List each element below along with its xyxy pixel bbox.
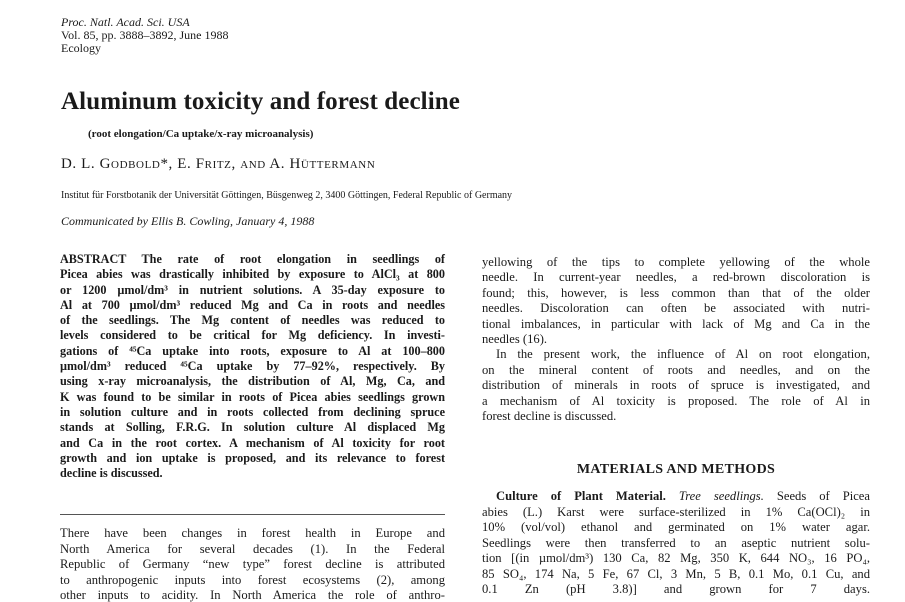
body-line: found; this, however, is less common than that of the older [482,285,870,300]
body-line: a mechanism of Al toxicity is proposed. The role of Al in [482,393,870,408]
abstract [60,252,445,481]
abstract-line: and Ca in the root cortex. A mechanism of Al toxicity for root [60,435,445,450]
intro-line: other inputs to acidity. In North America the role of anthro- [60,588,445,602]
right-column-text [482,255,870,424]
abstract-line: in solution culture and in roots collected from declining spruce [60,404,445,419]
abstract-line: µmol/dm³ reduced ⁴⁵Ca uptake by 77–92%, respectively. By [60,359,445,374]
abstract-line: Picea abies was drastically inhibited by exposure to AlCl₃ at 800 [60,267,445,282]
methods-line: tion [(in µmol/dm³) 130 Ca, 82 Mg, 350 K, 644 NO₃, 16 PO₄, [482,551,870,565]
subsection-heading: Culture of Plant Material. [496,489,666,503]
body-line: needles (16). [482,332,548,347]
methods-line: 10% (vol/vol) ethanol and germinated on 1% water agar. [482,520,870,534]
abstract-line: decline is discussed. [60,466,163,481]
body-line: yellowing of the tips to complete yellowing of the whole [482,255,870,269]
intro-line: There have been changes in forest health in Europe and [60,526,445,540]
abstract-line: levels considered to be critical for Mg deficiency. In investi- [60,328,445,343]
methods-first-text: Seeds of Picea [776,489,870,503]
abstract-divider [60,514,445,515]
methods-line: 85 SO₄, 174 Na, 5 Fe, 67 Cl, 3 Mn, 5 B, 0.1 Mo, 0.1 Cu, and [482,566,870,581]
communicated-by: Communicated by Ellis B. Cowling, January 4, 1988 [61,214,315,228]
abstract-line: of the seedlings. The Mg content of needles was reduced to [60,313,445,328]
intro-line: Republic of Germany “new type” forest decline is attributed [60,557,445,571]
methods-line: 0.1 Zn (pH 3.8)] and grown for 7 days. [482,582,870,596]
body-line: needle. In current-year needles, a red-brown discoloration is [482,270,870,285]
section-heading: MATERIALS AND METHODS [576,462,776,477]
sub-subsection-heading: Tree seedlings. [678,489,764,503]
abstract-line: K was found to be similar in roots of Picea abies seedlings grown [60,389,445,404]
methods-line: abies (L.) Karst were surface-sterilized in 1% Ca(OCl)₂ in [482,504,870,519]
authors: D. L. Godbold*, E. Fritz, and A. Hüttermann [61,156,376,172]
affiliation: Institut für Forstbotanik der Universität Göttingen, Büsgenweg 2, 3400 Göttingen, Federal Republic of Germany [61,190,513,201]
paper-title: Aluminum toxicity and forest decline [61,88,460,115]
methods-first-line [482,489,870,505]
abstract-line: using x-ray microanalysis, the distribution of Al, Mg, Ca, and [60,374,445,389]
abstract-line: ABSTRACT The rate of root elongation in seedlings of [60,252,445,266]
abstract-line: Al at 700 µmol/dm³ reduced Mg and Ca in roots and needles [60,297,445,312]
abstract-line: growth and ion uptake is proposed, and its relevance to forest [60,450,445,465]
methods-text [482,489,870,598]
journal-name: Proc. Natl. Acad. Sci. USA [61,15,190,29]
journal-header [61,16,228,55]
journal-volume: Vol. 85, pp. 3888–3892, June 1988 [61,28,229,42]
abstract-line: stands at Solling, F.R.G. In solution culture Al displaced Mg [60,420,445,435]
body-line: In the present work, the influence of Al on root elongation, [496,347,870,362]
intro-line: North America for several decades (1). In the Federal [60,541,445,556]
abstract-line: gations of ⁴⁵Ca uptake into roots, exposure to Al at 100–800 [60,343,445,358]
journal-section: Ecology [61,41,101,55]
body-line: needles. Discoloration can often be associated with nutri- [482,301,870,316]
methods-line: Seedlings were then transferred to an aseptic nutrient solu- [482,535,870,550]
abstract-line: or 1200 µmol/dm³ in nutrient solutions. A 35-day exposure to [60,282,445,297]
keywords: (root elongation/Ca uptake/x-ray microanalysis) [88,128,314,140]
introduction-text [60,526,445,602]
body-line: on the mineral content of roots and needles, and on the [482,362,870,377]
intro-line: to anthropogenic inputs into forest ecosystems (2), among [60,572,445,587]
abstract-column [60,252,445,481]
body-line: forest decline is discussed. [482,409,617,424]
body-line: tional imbalances, in particular with lack of Mg and Ca in the [482,316,870,331]
body-line: distribution of minerals in roots of spruce is investigated, and [482,378,870,393]
